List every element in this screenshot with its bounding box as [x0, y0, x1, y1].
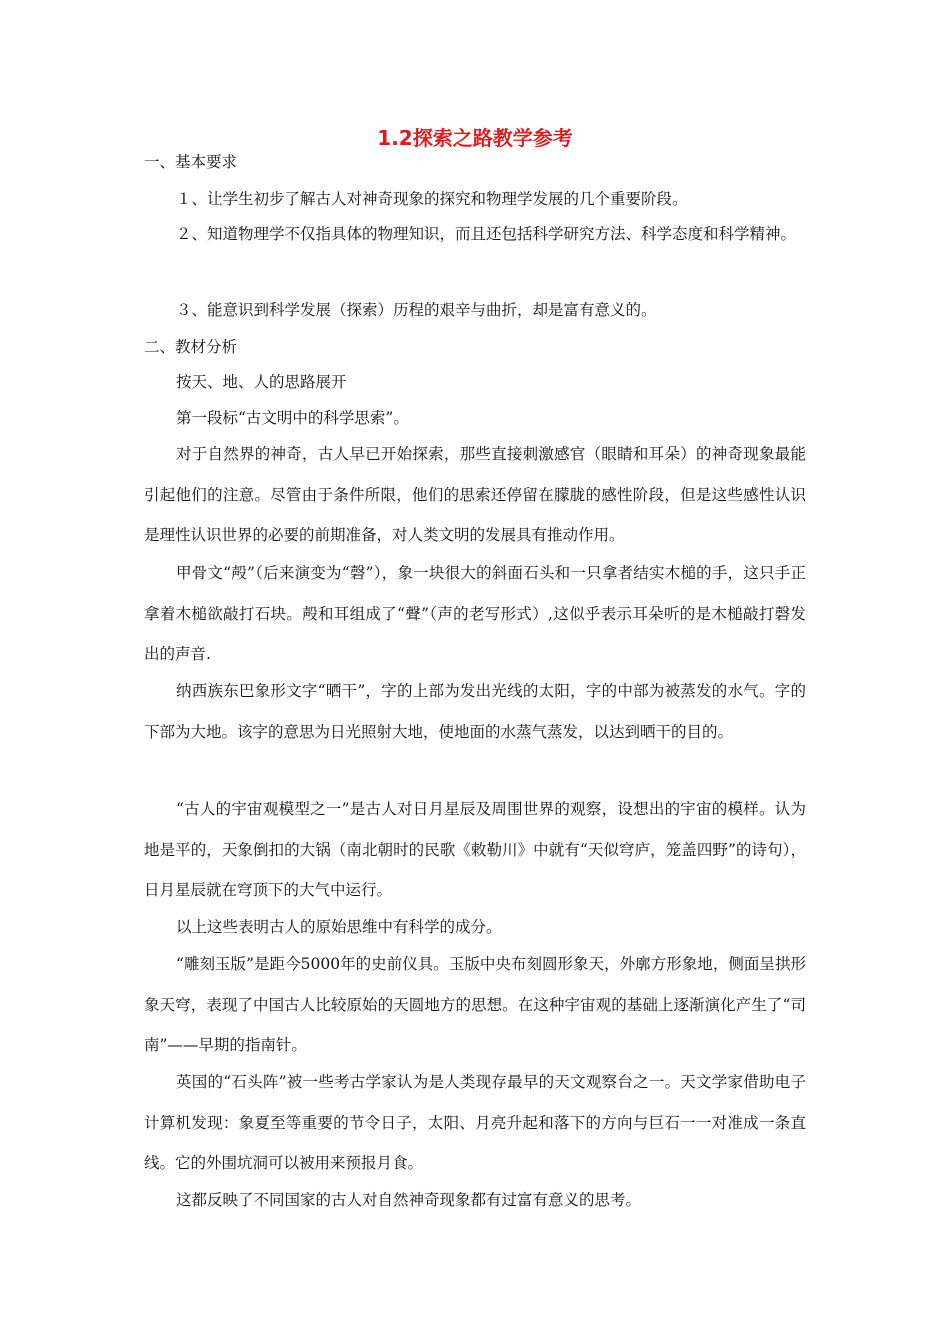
requirement-1: １、让学生初步了解古人对神奇现象的探究和物理学发展的几个重要阶段。	[176, 190, 688, 208]
paragraph-scientific-thinking: 以上这些表明古人的原始思维中有科学的成分。	[176, 918, 502, 936]
paragraph-jade-tablet: “雕刻玉版”是距今5000年的史前仪具。玉版中央布刻圆形象天，外廓方形象地，侧面呈拱形象天穹，表现了中国古人比较原始的天圆地方的思想。在这种宇宙观的基础上逐渐演化产生了“司南”——早期的指南针。	[144, 955, 806, 1054]
document-title: 1.2探索之路教学参考	[377, 126, 573, 150]
paragraph-nature-exploration: 对于自然界的神奇，古人早已开始探索，那些直接刺激感官（眼睛和耳朵）的神奇现象最能引起他们的注意。尽管由于条件所限，他们的思索还停留在朦胧的感性阶段，但是这些感性认识是理性认识世界的必要的前期准备，对人类文明的发展具有推动作用。	[144, 445, 806, 544]
paragraph-conclusion: 这都反映了不同国家的古人对自然神奇现象都有过富有意义的思考。	[176, 1191, 642, 1209]
requirement-2: ２、知道物理学不仅指具体的物理知识，而且还包括科学研究方法、科学态度和科学精神。	[176, 225, 797, 243]
paragraph-cosmology-model: “古人的宇宙观模型之一”是古人对日月星辰及周围世界的观察，设想出的宇宙的模样。认为地是平的，天象倒扣的大锅（南北朝时的民歌《敕勒川》中就有“天似穹庐，笼盖四野”的诗句），日月星辰就在穹顶下的大气中运行。	[144, 800, 806, 899]
requirement-3: ３、能意识到科学发展（探索）历程的艰辛与曲折，却是富有意义的。	[176, 301, 657, 319]
paragraph-dongba-script: 纳西族东巴象形文字“晒干”，字的上部为发出光线的太阳，字的中部为被蒸发的水气。字的下部为大地。该字的意思为日光照射大地，使地面的水蒸气蒸发，以达到晒干的目的。	[144, 682, 806, 741]
paragraph-stonehenge: 英国的“石头阵”被一些考古学家认为是人类现存最早的天文观察台之一。天文学家借助电子计算机发现：象夏至等重要的节令日子，太阳、月亮升起和落下的方向与巨石一一对准成一条直线。它的外围坑洞可以被用来预报月食。	[144, 1073, 806, 1172]
outline-paragraph: 按天、地、人的思路展开	[176, 373, 347, 391]
segment-1-heading: 第一段标“古文明中的科学思索”。	[176, 409, 409, 427]
section-heading-basic-requirements: 一、基本要求	[144, 153, 238, 171]
paragraph-oracle-bone: 甲骨文“殸”（后来演变为“磬”），象一块很大的斜面石头和一只拿者结实木槌的手，这只手正拿着木槌欲敲打石块。殸和耳组成了“聲”（声的老写形式）,这似乎表示耳朵听的是木槌敲打磬发出的声音.	[144, 564, 806, 663]
section-heading-material-analysis: 二、教材分析	[144, 338, 238, 356]
